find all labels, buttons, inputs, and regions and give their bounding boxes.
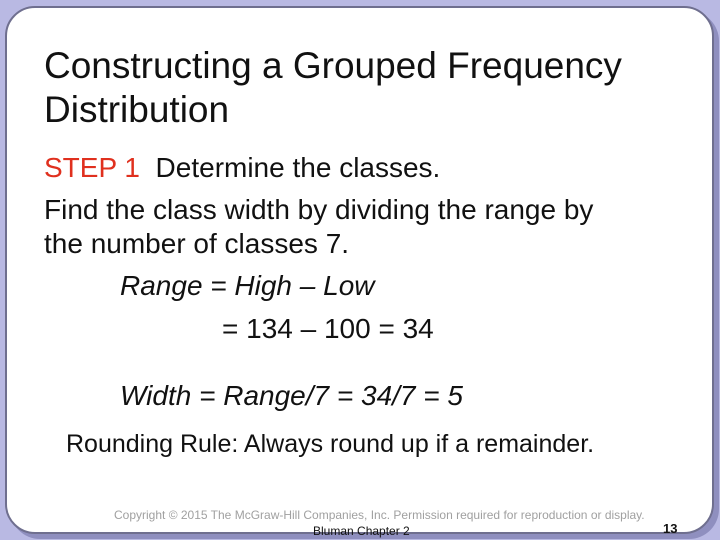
copyright-notice: Copyright © 2015 The McGraw-Hill Companies, Inc. Permission required for reproduction or display.: [114, 508, 645, 522]
page-number: 13: [663, 521, 678, 536]
chapter-label: Bluman Chapter 2: [313, 524, 410, 538]
step-line: [44, 152, 440, 184]
rounding-rule: Rounding Rule: Always round up if a remainder.: [66, 430, 595, 458]
step-label: STEP 1: [44, 152, 140, 183]
slide-title: Constructing a Grouped Frequency Distribution: [44, 45, 622, 130]
instruction-line-1: Find the class width by dividing the range by: [44, 194, 594, 225]
range-formula: Range = High – Low: [120, 270, 375, 301]
range-calculation: = 134 – 100 = 34: [222, 313, 434, 344]
width-formula: Width = Range/7 = 34/7 = 5: [120, 380, 463, 411]
instruction-line-2: the number of classes 7.: [44, 228, 350, 259]
step-text: Determine the classes.: [155, 152, 441, 183]
